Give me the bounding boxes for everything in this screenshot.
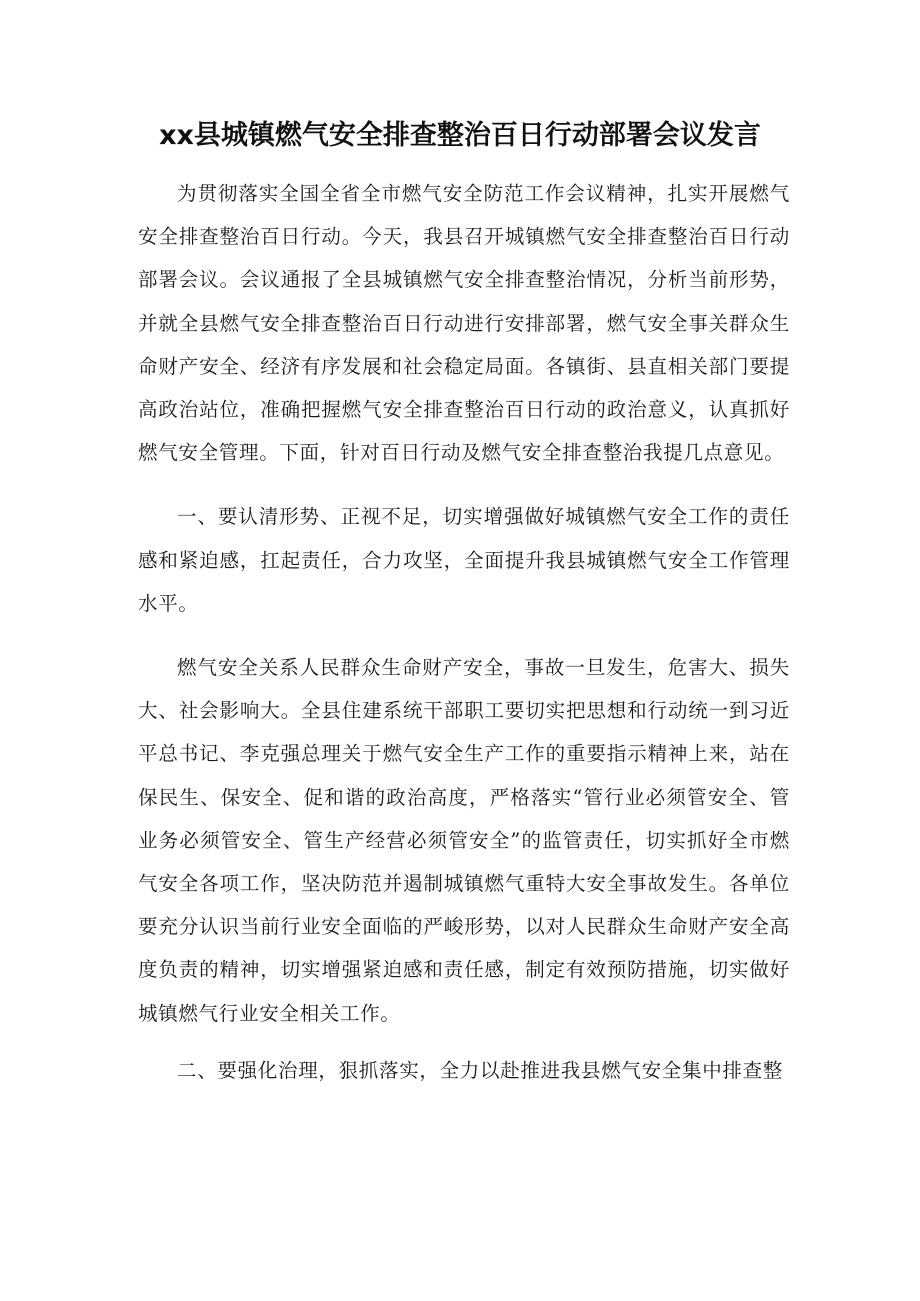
document-title: xx县城镇燃气安全排查整治百日行动部署会议发言	[159, 120, 761, 151]
paragraph-section-one-heading: 一、要认清形势、正视不足，切实增强做好城镇燃气安全工作的责任感和紧迫感，扛起责任，合力攻坚，全面提升我县城镇燃气安全工作管理水平。	[138, 505, 790, 615]
document-body	[138, 172, 790, 1092]
paragraph-section-one-body: 燃气安全关系人民群众生命财产安全，事故一旦发生，危害大、损失大、社会影响大。全县住建系统干部职工要切实把思想和行动统一到习近平总书记、李克强总理关于燃气安全生产工作的重要指示精神上来，站在保民生、保安全、促和谐的政治高度，严格落实“管行业必须管安全、管业务必须管安全、管生产经营必须管安全”的监管责任，切实抓好全市燃气安全各项工作，坚决防范并遏制城镇燃气重特大安全事故发生。各单位要充分认识当前行业安全面临的严峻形势，以对人民群众生命财产安全高度负责的精神，切实增强紧迫感和责任感，制定有效预防措施，切实做好城镇燃气行业安全相关工作。	[138, 656, 790, 1025]
paragraph-section-two-heading: 二、要强化治理，狠抓落实，全力以赴推进我县燃气安全集中排查整	[177, 1058, 784, 1082]
paragraph-intro: 为贯彻落实全国全省全市燃气安全防范工作会议精神，扎实开展燃气安全排查整治百日行动。今天，我县召开城镇燃气安全排查整治百日行动部署会议。会议通报了全县城镇燃气安全排查整治情况，分析当前形势，并就全县燃气安全排查整治百日行动进行安排部署，燃气安全事关群众生命财产安全、经济有序发展和社会稳定局面。各镇街、县直相关部门要提高政治站位，准确把握燃气安全排查整治百日行动的政治意义，认真抓好燃气安全管理。下面，针对百日行动及燃气安全排查整治我提几点意见。	[138, 182, 790, 465]
